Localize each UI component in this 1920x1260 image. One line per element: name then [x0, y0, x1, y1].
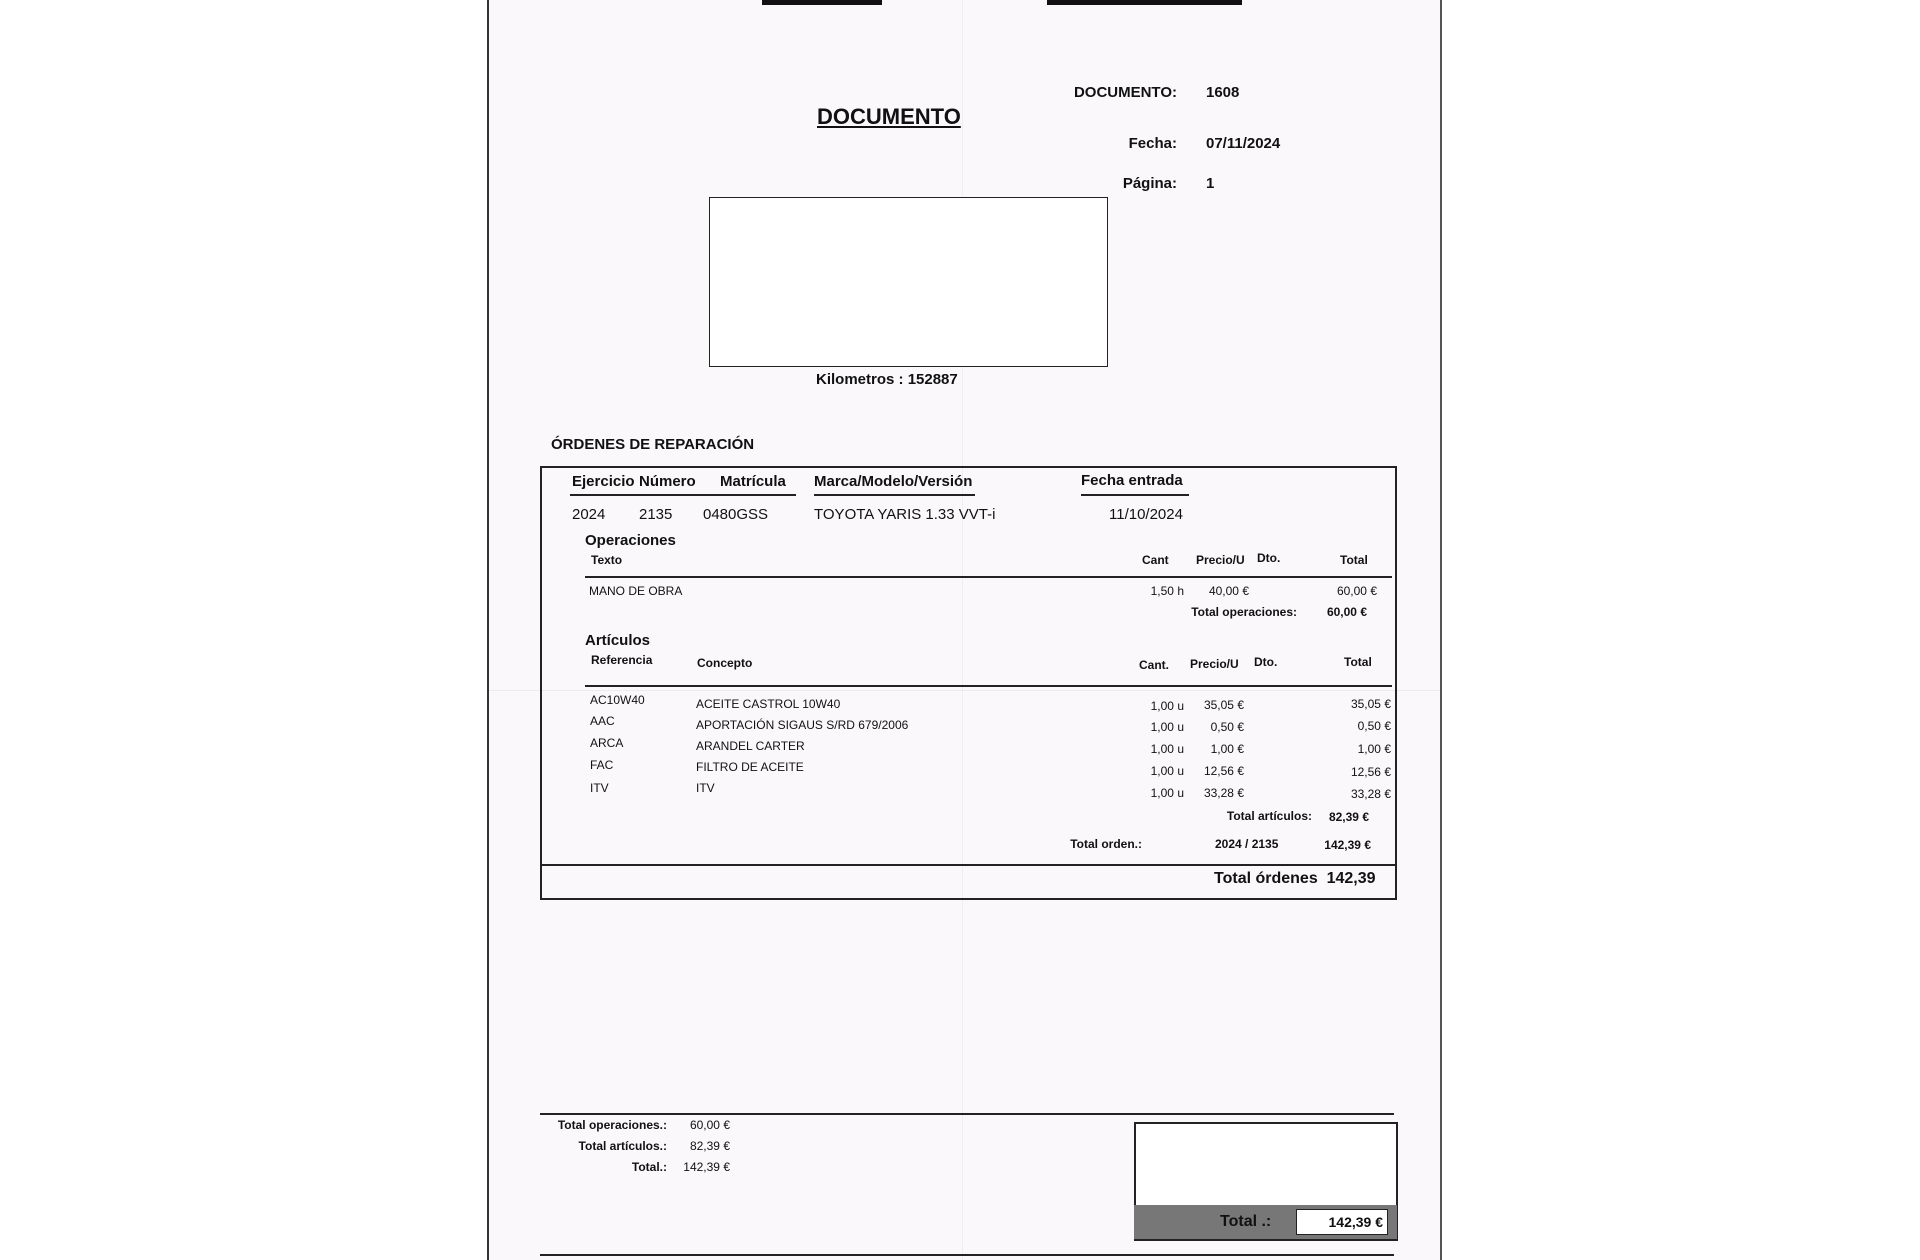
art-precio: 0,50 € [1210, 720, 1244, 734]
col-total: Total [1344, 655, 1372, 669]
documento-number: 1608 [1206, 84, 1240, 101]
total-orden-label: Total orden.: [1070, 837, 1142, 851]
art-concepto: ACEITE CASTROL 10W40 [696, 697, 841, 711]
col-concepto: Concepto [697, 656, 753, 670]
art-concepto: ARANDEL CARTER [696, 739, 805, 753]
pagina-label: Página: [1122, 175, 1177, 192]
total-articulos-value: 82,39 € [1328, 810, 1369, 824]
col-dto: Dto. [1254, 655, 1278, 669]
col-referencia: Referencia [591, 653, 653, 667]
order-matricula: 0480GSS [703, 506, 769, 523]
col-fecha-entrada: Fecha entrada [1081, 472, 1183, 489]
total-ordenes-line [1214, 870, 1376, 888]
operaciones-header-rule [585, 576, 1392, 578]
scan-edge-mark [1047, 0, 1242, 5]
art-total: 12,56 € [1350, 765, 1391, 779]
art-precio: 1,00 € [1210, 742, 1244, 756]
fecha-value: 07/11/2024 [1206, 135, 1281, 152]
header-underline [814, 494, 975, 496]
art-total: 35,05 € [1350, 697, 1391, 711]
summary-operaciones-label: Total operaciones.: [557, 1118, 667, 1132]
kilometros-value: 152887 [907, 371, 958, 388]
art-ref: FAC [590, 758, 614, 772]
col-numero: Número [639, 473, 696, 490]
invoice-page [487, 0, 1442, 1260]
art-cant: 1,00 u [1150, 742, 1184, 756]
art-concepto: APORTACIÓN SIGAUS S/RD 679/2006 [696, 718, 909, 732]
col-total: Total [1340, 553, 1368, 567]
document-title: DOCUMENTO [817, 104, 961, 129]
art-cant: 1,00 u [1150, 699, 1184, 713]
total-ordenes-label: Total órdenes [1214, 870, 1318, 887]
orders-total-divider [542, 864, 1395, 866]
total-articulos-label: Total artículos: [1226, 809, 1312, 823]
col-precio: Precio/U [1196, 553, 1245, 567]
header-underline [570, 494, 796, 496]
scan-edge-mark [762, 0, 882, 5]
documento-label: DOCUMENTO: [1073, 84, 1177, 101]
summary-total-value: 142,39 € [683, 1160, 730, 1174]
art-precio: 33,28 € [1203, 786, 1244, 800]
summary-operaciones-value: 60,00 € [689, 1118, 730, 1132]
pagina-value: 1 [1206, 175, 1215, 192]
col-matricula: Matrícula [720, 473, 786, 490]
footer-bottom-rule [540, 1254, 1394, 1256]
art-total: 1,00 € [1357, 742, 1391, 756]
op-precio: 40,00 € [1208, 584, 1249, 598]
art-ref: AC10W40 [590, 693, 645, 707]
total-ordenes-value: 142,39 [1326, 870, 1376, 887]
art-precio: 12,56 € [1203, 764, 1244, 778]
art-concepto: FILTRO DE ACEITE [696, 760, 804, 774]
summary-total-label: Total.: [631, 1160, 667, 1174]
order-ejercicio: 2024 [572, 506, 606, 523]
col-marca-modelo: Marca/Modelo/Versión [814, 473, 973, 490]
summary-articulos-label: Total artículos.: [578, 1139, 667, 1153]
col-dto: Dto. [1257, 551, 1281, 565]
summary-articulos-value: 82,39 € [689, 1139, 730, 1153]
total-operaciones-label: Total operaciones: [1191, 605, 1297, 619]
art-ref: ITV [590, 781, 609, 795]
art-precio: 35,05 € [1203, 698, 1244, 712]
order-fecha-entrada: 11/10/2024 [1109, 506, 1183, 523]
op-cant: 1,50 h [1150, 584, 1184, 598]
art-cant: 1,00 u [1150, 764, 1184, 778]
col-ejercicio: Ejercicio [572, 473, 635, 490]
total-operaciones-value: 60,00 € [1326, 605, 1367, 619]
articulos-header-rule [585, 685, 1392, 687]
orders-table [540, 466, 1397, 900]
total-orden-ref: 2024 / 2135 [1215, 837, 1279, 851]
art-ref: AAC [590, 714, 615, 728]
art-concepto: ITV [696, 781, 715, 795]
col-texto: Texto [591, 553, 623, 567]
total-orden-value: 142,39 € [1324, 838, 1371, 852]
address-box [709, 197, 1108, 367]
art-total: 33,28 € [1350, 787, 1391, 801]
op-total: 60,00 € [1336, 584, 1377, 598]
col-cant: Cant [1142, 553, 1169, 567]
grand-total-value: 142,39 € [1296, 1209, 1388, 1235]
art-ref: ARCA [590, 736, 624, 750]
grand-total-label: Total .: [1220, 1213, 1272, 1230]
section-title: ÓRDENES DE REPARACIÓN [551, 436, 755, 453]
art-cant: 1,00 u [1150, 786, 1184, 800]
kilometros-label: Kilometros : [816, 371, 904, 388]
order-modelo: TOYOTA YARIS 1.33 VVT-i [814, 506, 996, 523]
col-cant: Cant. [1139, 658, 1169, 672]
art-cant: 1,00 u [1150, 720, 1184, 734]
header-underline [1081, 494, 1189, 496]
col-precio: Precio/U [1190, 657, 1239, 671]
kilometros-line [816, 371, 958, 388]
order-numero: 2135 [639, 506, 673, 523]
art-total: 0,50 € [1357, 719, 1391, 733]
articulos-title: Artículos [585, 632, 651, 649]
fecha-label: Fecha: [1128, 135, 1177, 152]
operaciones-title: Operaciones [585, 532, 676, 549]
op-texto: MANO DE OBRA [589, 584, 683, 598]
footer-top-rule [540, 1113, 1394, 1115]
